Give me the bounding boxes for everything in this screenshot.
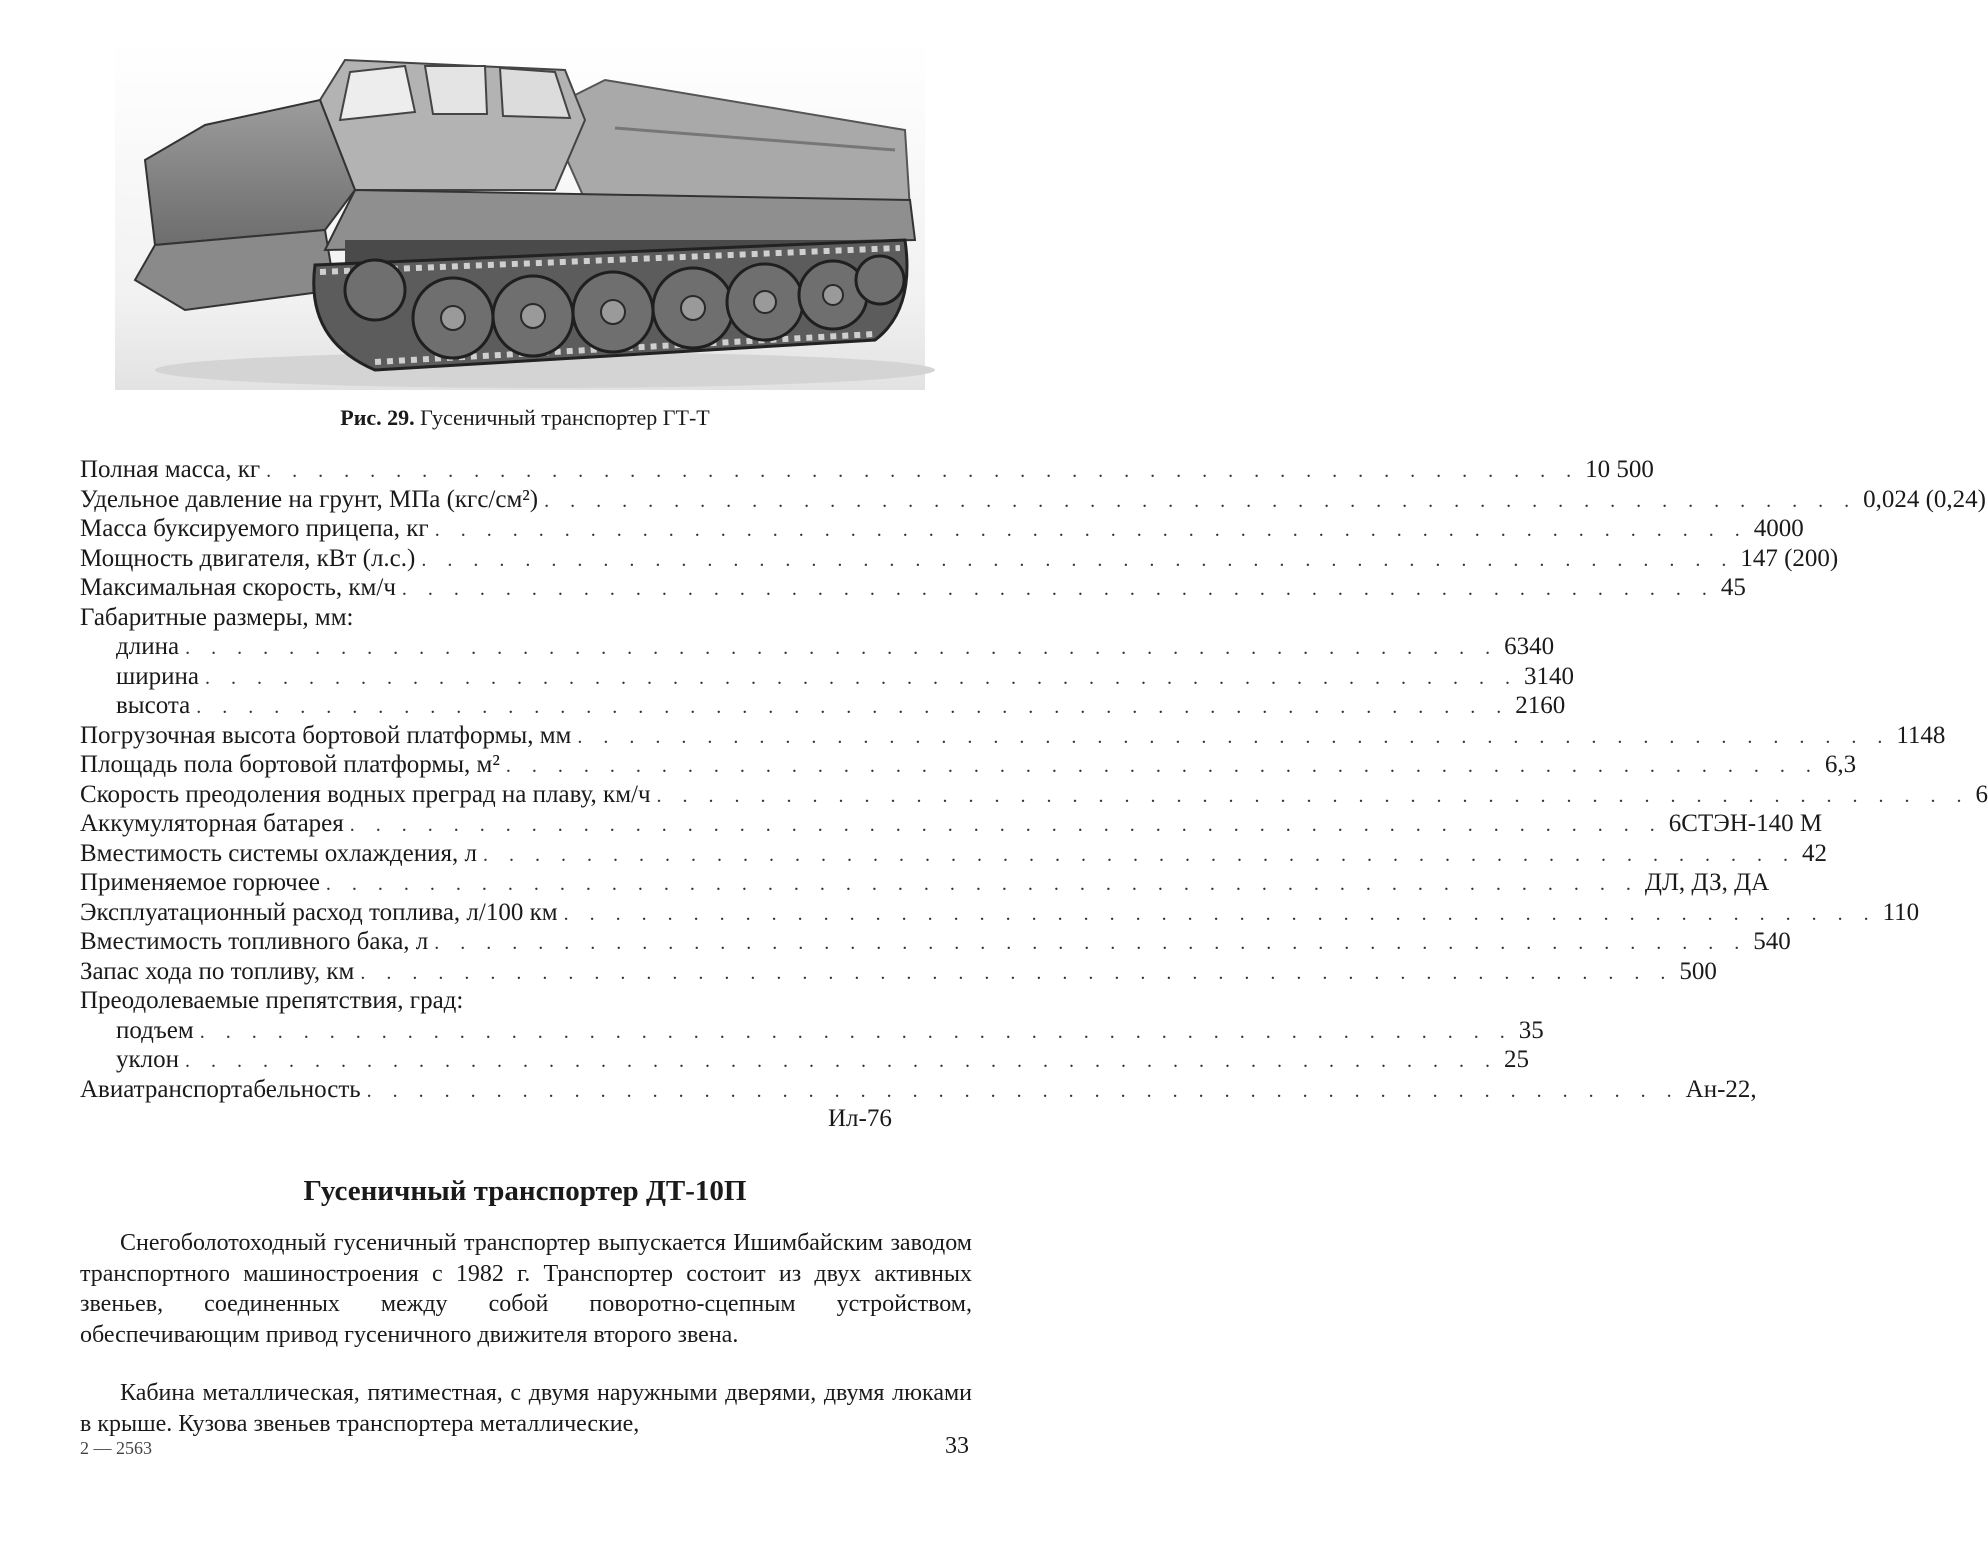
spec-row <box>80 603 980 633</box>
leader-dots: . . . . . . . . . . . . . . . . . . . . . . . . . . . . . . . . . . . . . . . . . . . . . . . . . . . <box>563 902 1877 925</box>
spec-row <box>80 662 1574 692</box>
spec-row <box>80 632 1555 662</box>
vehicle-photo <box>115 40 925 390</box>
spec-label: ширина <box>116 662 199 690</box>
leader-dots: . . . . . . . . . . . . . . . . . . . . . . . . . . . . . . . . . . . . . . . . . . . . . . . . . . . <box>434 932 1748 954</box>
spec-label: Запас хода по топливу, км <box>80 957 355 985</box>
spec-label: Применяемое горючее <box>80 869 320 896</box>
spec-row <box>80 750 1857 780</box>
leader-dots: . . . . . . . . . . . . . . . . . . . . . . . . . . . . . . . . . . . . . . . . . . . . . . . . . . . <box>199 1020 1513 1043</box>
spec-value: 147 (200) <box>1740 544 1839 572</box>
leader-dots: . . . . . . . . . . . . . . . . . . . . . . . . . . . . . . . . . . . . . . . . . . . . . . . . . . . <box>366 1079 1680 1102</box>
spec-value: 1148 <box>1896 721 1946 749</box>
figure-title: Гусеничный транспортер ГТ-Т <box>414 405 710 430</box>
spec-label: Вместимость топливного бака, л <box>80 928 429 955</box>
spec-label: Габаритные размеры, мм: <box>80 603 354 631</box>
specifications-list <box>80 455 1988 1134</box>
spec-value: Ил-76 <box>828 1105 892 1132</box>
leader-dots: . . . . . . . . . . . . . . . . . . . . . . . . . . . . . . . . . . . . . . . . . . . . . . . . . . . <box>401 578 1715 600</box>
paragraph: Кабина металлическая, пятиместная, с двумя наружными дверями, двумя люками в крыше. Кузова звеньев транспортера металлические, <box>80 1380 972 1437</box>
spec-label: Эксплуатационный расход топлива, л/100 км <box>80 898 558 926</box>
section-title: Гусеничный транспортер ДТ-10П <box>303 1175 747 1207</box>
figure-caption <box>0 405 1050 431</box>
spec-value: 25 <box>1504 1046 1530 1073</box>
spec-label: Аккумуляторная батарея <box>80 810 344 837</box>
leader-dots: . . . . . . . . . . . . . . . . . . . . . . . . . . . . . . . . . . . . . . . . . . . . . . . . . . . <box>421 548 1735 571</box>
leader-dots: . . . . . . . . . . . . . . . . . . . . . . . . . . . . . . . . . . . . . . . . . . . . . . . . . . . <box>185 1050 1499 1072</box>
spec-value: 110 <box>1882 898 1920 926</box>
spec-value: 6340 <box>1504 633 1555 660</box>
leader-dots: . . . . . . . . . . . . . . . . . . . . . . . . . . . . . . . . . . . . . . . . . . . . . . . . . . . <box>656 784 1970 807</box>
leader-dots: . . . . . . . . . . . . . . . . . . . . . . . . . . . . . . . . . . . . . . . . . . . . . . . . . . . <box>349 814 1663 836</box>
spec-value: 6СТЭН-140 М <box>1668 810 1823 837</box>
spec-label: Преодолеваемые препятствия, град: <box>80 987 464 1014</box>
spec-label: Мощность двигателя, кВт (л.с.) <box>80 544 416 572</box>
leader-dots: . . . . . . . . . . . . . . . . . . . . . . . . . . . . . . . . . . . . . . . . . . . . . . . . . . . <box>577 725 1891 748</box>
leader-dots: . . . . . . . . . . . . . . . . . . . . . . . . . . . . . . . . . . . . . . . . . . . . . . . . . . . <box>434 519 1748 541</box>
spec-row <box>80 809 1823 839</box>
spec-row <box>80 1075 1757 1105</box>
spec-label: Авиатранспортабельность <box>80 1075 361 1103</box>
spec-value: ДЛ, ДЗ, ДА <box>1644 869 1770 896</box>
spec-row <box>80 957 1717 987</box>
spec-value: 540 <box>1753 928 1791 955</box>
leader-dots: . . . . . . . . . . . . . . . . . . . . . . . . . . . . . . . . . . . . . . . . . . . . . . . . . . . <box>360 961 1674 984</box>
leader-dots: . . . . . . . . . . . . . . . . . . . . . . . . . . . . . . . . . . . . . . . . . . . . . . . . . . . <box>185 637 1499 659</box>
spec-value: 6 <box>1975 780 1988 808</box>
spec-row <box>80 544 1839 574</box>
spec-row <box>80 573 1746 603</box>
spec-row <box>80 1016 1544 1046</box>
spec-label: Максимальная скорость, км/ч <box>80 574 396 601</box>
spec-value: 42 <box>1801 839 1827 867</box>
spec-row <box>80 514 1804 544</box>
leader-dots: . . . . . . . . . . . . . . . . . . . . . . . . . . . . . . . . . . . . . . . . . . . . . . . . . . . <box>266 460 1580 482</box>
leader-dots: . . . . . . . . . . . . . . . . . . . . . . . . . . . . . . . . . . . . . . . . . . . . . . . . . . . <box>505 755 1819 777</box>
spec-value: 3140 <box>1523 662 1574 690</box>
spec-value: 35 <box>1518 1016 1544 1044</box>
spec-value: 10 500 <box>1585 456 1654 483</box>
spec-row <box>80 455 1654 485</box>
spec-label: подъем <box>116 1016 194 1044</box>
page-number: 33 <box>945 1433 969 1459</box>
spec-label: Вместимость системы охлаждения, л <box>80 839 477 867</box>
spec-row <box>80 927 1791 957</box>
signature-mark: 2 — 2563 <box>80 1438 152 1458</box>
spec-row <box>80 898 1920 928</box>
spec-label: длина <box>116 633 180 660</box>
spec-label: Удельное давление на грунт, МПа (кгс/см²) <box>80 485 539 513</box>
spec-row <box>80 780 1988 810</box>
spec-row <box>80 691 1566 721</box>
spec-label: Погрузочная высота бортовой платформы, мм <box>80 721 572 749</box>
spec-label: Скорость преодоления водных преград на плаву, км/ч <box>80 780 651 808</box>
spec-row <box>80 986 980 1016</box>
leader-dots: . . . . . . . . . . . . . . . . . . . . . . . . . . . . . . . . . . . . . . . . . . . . . . . . . . . <box>544 489 1858 512</box>
spec-value: Ан-22, <box>1685 1075 1757 1103</box>
spec-row <box>80 839 1827 869</box>
spec-value: 0,024 (0,24) <box>1863 485 1986 513</box>
spec-value: 500 <box>1679 957 1717 985</box>
leader-dots: . . . . . . . . . . . . . . . . . . . . . . . . . . . . . . . . . . . . . . . . . . . . . . . . . . . <box>204 666 1518 689</box>
spec-row <box>80 868 1770 898</box>
spec-row <box>80 485 1986 515</box>
spec-row <box>80 1045 1530 1075</box>
spec-value: 6,3 <box>1824 751 1857 778</box>
spec-label: высота <box>116 692 191 719</box>
leader-dots: . . . . . . . . . . . . . . . . . . . . . . . . . . . . . . . . . . . . . . . . . . . . . . . . . . . <box>482 843 1796 866</box>
spec-row <box>80 1104 980 1134</box>
paragraph: Снегоболотоходный гусеничный транспортер выпускается Ишимбайским заводом транспортного машиностроения с 1982 г. Транспортер состоит из двух активных звеньев, соединенных между собой поворотно-сцепным устройством, обеспечивающим привод гусеничного движителя второго звена. <box>80 1230 972 1348</box>
figure-number: Рис. 29. <box>340 405 415 430</box>
spec-value: 4000 <box>1753 515 1804 542</box>
spec-label: уклон <box>116 1046 180 1073</box>
spec-label: Полная масса, кг <box>80 456 261 483</box>
leader-dots: . . . . . . . . . . . . . . . . . . . . . . . . . . . . . . . . . . . . . . . . . . . . . . . . . . . <box>196 696 1510 718</box>
spec-label: Площадь пола бортовой платформы, м² <box>80 751 500 778</box>
leader-dots: . . . . . . . . . . . . . . . . . . . . . . . . . . . . . . . . . . . . . . . . . . . . . . . . . . . <box>325 873 1639 895</box>
spec-label: Масса буксируемого прицепа, кг <box>80 515 429 542</box>
spec-value: 45 <box>1720 574 1746 601</box>
spec-row <box>80 721 1946 751</box>
spec-value: 2160 <box>1515 692 1566 719</box>
